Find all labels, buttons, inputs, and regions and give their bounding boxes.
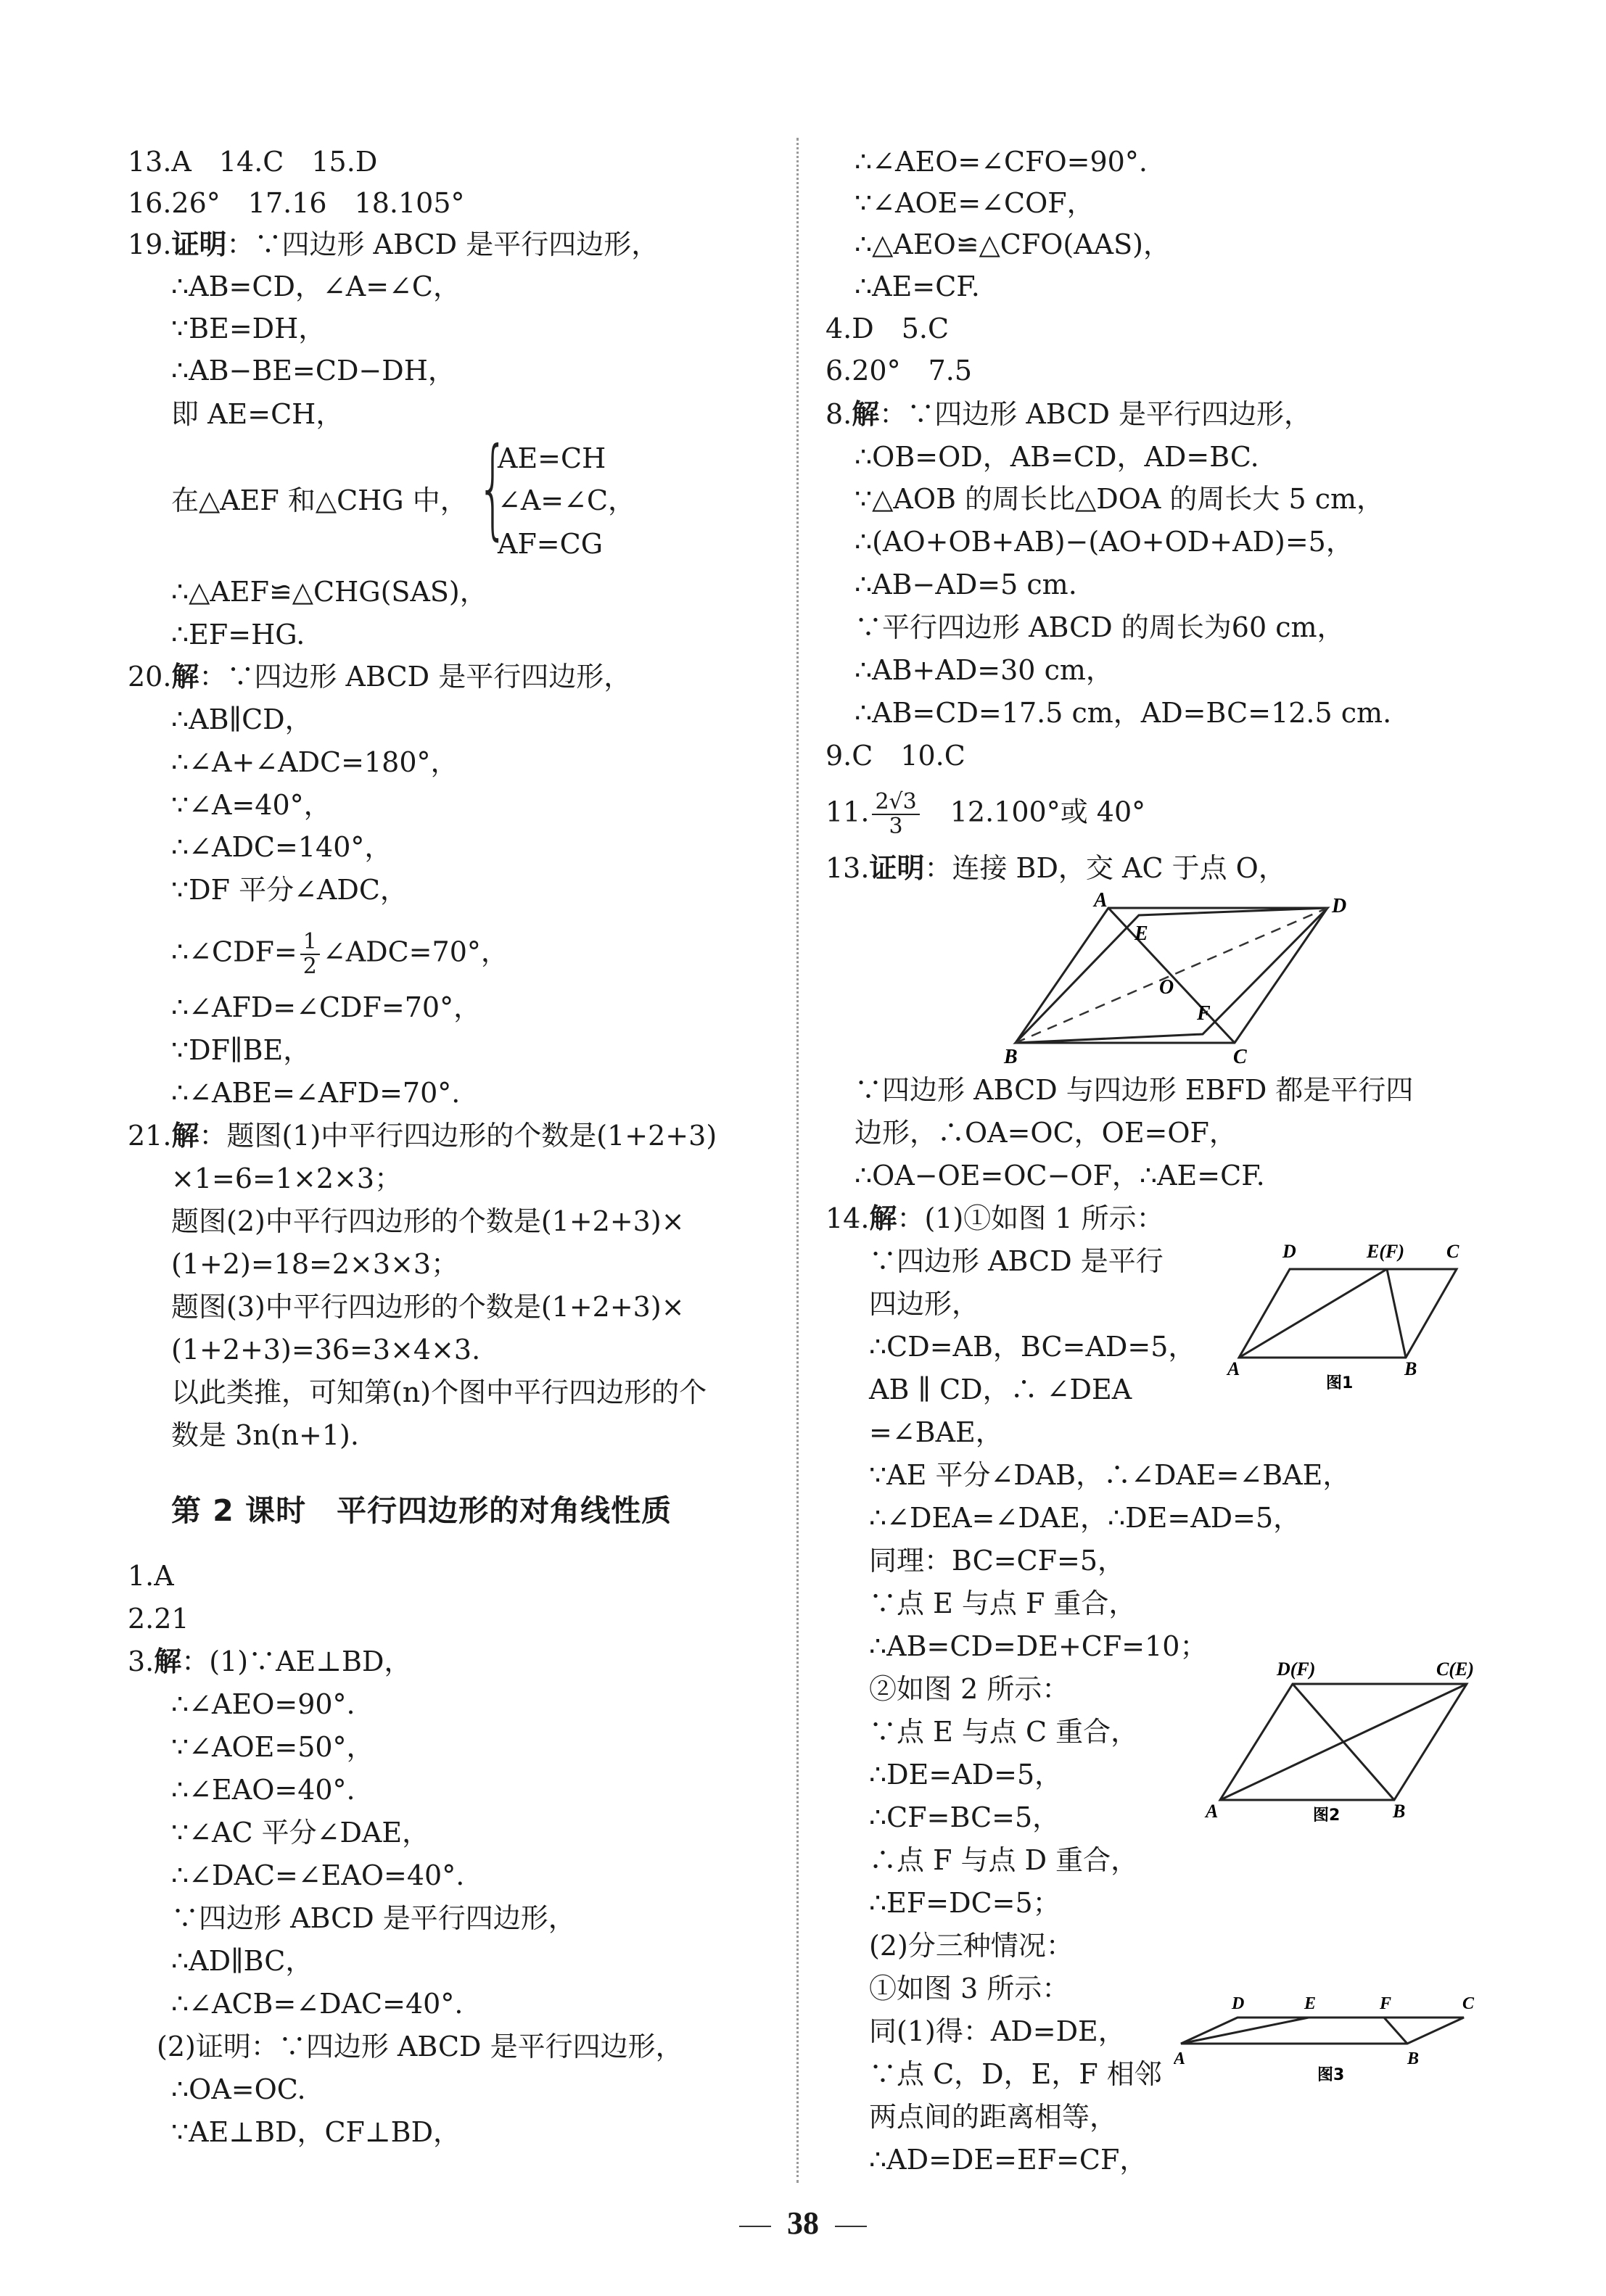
fig1-segment-ae [1239, 1269, 1387, 1358]
fig2-caption: 图2 [1313, 1806, 1341, 1825]
fig2-segment-db [1293, 1684, 1394, 1800]
fraction-denominator: 3 [889, 814, 903, 839]
q14-label: 解 [869, 1202, 897, 1234]
q14-wrap-line: =∠BAE， [869, 1416, 1003, 1448]
q14-wrap3-line: 两点间的距离相等， [869, 2101, 1118, 2133]
q14-line: ∵AE 平分∠DAB，∴∠DAE=∠BAE， [869, 1459, 1351, 1491]
fig3-segment-fb [1384, 2018, 1407, 2044]
proof-line: ∵∠AOE=∠COF， [855, 187, 1095, 219]
q3-first [128, 1643, 411, 1680]
q8-line: ∴AB−AD=5 cm. [855, 569, 1077, 600]
q3-first-text: ：(1)∵AE⊥BD， [181, 1645, 412, 1677]
q19-brace-line: AE=CH [498, 442, 606, 474]
q21-first [128, 1118, 717, 1154]
q21-line: 题图(3)中平行四边形的个数是(1+2+3)× [171, 1291, 685, 1323]
q19-line: 即 AE=CH， [171, 398, 344, 430]
q3-part2: (2)证明：∵四边形 ABCD 是平行四边形， [157, 2031, 683, 2062]
q19-label: 证明 [171, 228, 227, 260]
q14-wrap2-line: ②如图 2 所示： [869, 1673, 1070, 1705]
q14-line: 同理：BC=CF=5， [869, 1545, 1126, 1577]
q14-wrap2-line: ∴DE=AD=5， [869, 1759, 1063, 1791]
fig3-caption: 图3 [1317, 2066, 1345, 2084]
answer-line-9-10: 9.C 10.C [825, 740, 965, 772]
q20-first-text: ：∵四边形 ABCD 是平行四边形， [199, 661, 632, 693]
q14-wrap2-line: ∵点 E 与点 C 重合， [869, 1716, 1139, 1748]
q19-brace-intro: 在△AEF 和△CHG 中， [171, 484, 468, 516]
label-b: B [1004, 1046, 1018, 1066]
answer-line-16-18: 16.26° 17.16 18.105° [128, 187, 465, 219]
fig2-label-a: A [1206, 1801, 1219, 1822]
q12-text: 12.100°或 40° [922, 796, 1146, 828]
q20-line: ∵∠A=40°， [171, 789, 332, 821]
q3-line: ∴AD∥BC， [171, 1945, 313, 1977]
q21-number: 21. [128, 1120, 172, 1152]
fraction-two-root-three [872, 790, 919, 838]
q8-first-text: ：∵四边形 ABCD 是平行四边形， [879, 398, 1312, 430]
fraction-half [300, 930, 320, 978]
q3-line: ∵∠AOE=50°， [171, 1731, 374, 1763]
q14-line: ∴AB=CD=DE+CF=10； [869, 1630, 1208, 1662]
figure-3 [1174, 1986, 1486, 2094]
q14-wrap2-line: ∴EF=DC=5； [869, 1887, 1061, 1919]
q3-line: ∵∠AC 平分∠DAE， [171, 1817, 430, 1849]
answer-line-2: 2.21 [128, 1603, 189, 1635]
label-e: E [1135, 922, 1148, 945]
q3-label: 解 [154, 1645, 182, 1677]
fig3-label-c: C [1462, 1994, 1475, 2013]
q3-end-line: ∴OA=OC. [171, 2073, 306, 2105]
q20-number: 20. [128, 661, 172, 693]
label-f: F [1197, 1002, 1211, 1025]
q3-line: ∴∠EAO=40°. [171, 1774, 355, 1806]
q20-line: ∴∠ADC=140°， [171, 831, 392, 863]
q3-number: 3. [128, 1645, 155, 1677]
q14-wrap2-line: ①如图 3 所示： [869, 1973, 1070, 2004]
fig1-label-b: B [1404, 1358, 1417, 1379]
q8-line: ∴AB=CD=17.5 cm，AD=BC=12.5 cm. [855, 697, 1392, 729]
q19-number: 19. [128, 228, 172, 260]
answer-line-6-7: 6.20° 7.5 [825, 355, 973, 387]
fig2-label-b: B [1393, 1801, 1406, 1822]
section-title: 第 2 课时 平行四边形的对角线性质 [171, 1493, 672, 1528]
q19-line: ∵BE=DH， [171, 313, 326, 344]
q13-line: ∵四边形 ABCD 与四边形 EBFD 都是平行四 [855, 1074, 1414, 1106]
page-footer [0, 2205, 1606, 2242]
brace-symbol: { [477, 425, 508, 551]
q8-first [825, 396, 1311, 432]
q20-fraction-line [171, 930, 508, 978]
q13-parallelogram-figure [1001, 892, 1364, 1066]
fig3-parallelogram [1181, 2018, 1464, 2044]
fig3-label-f: F [1380, 1994, 1392, 2013]
label-c: C [1233, 1046, 1247, 1066]
q14-line: ∴∠DEA=∠DAE，∴DE=AD=5， [869, 1502, 1301, 1534]
q14-wrap-line: AB ∥ CD，∴ ∠DEA [869, 1374, 1132, 1405]
fig1-label-a: A [1227, 1358, 1240, 1379]
label-o: O [1159, 976, 1174, 999]
q3-line: ∴∠DAC=∠EAO=40°. [171, 1859, 465, 1891]
q8-line: ∵△AOB 的周长比△DOA 的周长大 5 cm， [855, 483, 1385, 515]
q20-first [128, 658, 631, 695]
footer-dash-right [835, 2226, 867, 2227]
q21-line: 数是 3n(n+1). [171, 1419, 359, 1451]
q21-line: 题图(2)中平行四边形的个数是(1+2+3)× [171, 1205, 685, 1237]
fig3-segment-ae [1181, 2018, 1309, 2044]
answer-line-4-5: 4.D 5.C [825, 313, 950, 344]
q14-wrap-line: ∵四边形 ABCD 是平行 [869, 1245, 1164, 1277]
label-a: A [1094, 892, 1108, 912]
q20-frac-pre: ∴∠CDF= [171, 936, 297, 968]
label-d: D [1332, 895, 1347, 917]
page-number: 38 [787, 2205, 819, 2241]
fig1-parallelogram [1239, 1269, 1457, 1358]
q14-wrap-line: 四边形， [869, 1288, 980, 1320]
q13-line: 边形，∴OA=OC，OE=OF， [855, 1117, 1237, 1149]
q3-line: ∴∠AEO=90°. [171, 1688, 355, 1720]
q14-line: ∵点 E 与点 F 重合， [869, 1587, 1137, 1619]
q14-wrap-line: ∴CD=AB，BC=AD=5， [869, 1331, 1196, 1363]
column-divider [796, 138, 799, 2183]
q8-line: ∴AB+AD=30 cm， [855, 654, 1113, 686]
footer-dash-left [739, 2226, 771, 2227]
q20-end-line: ∵DF∥BE， [171, 1034, 311, 1066]
q14-wrap3-line: ∴AD=DE=EF=CF， [869, 2144, 1148, 2176]
q20-frac-post: ∠ADC=70°， [322, 936, 508, 968]
fig1-label-c: C [1446, 1241, 1459, 1262]
q20-end-line: ∴∠AFD=∠CDF=70°， [171, 991, 482, 1023]
q20-line: ∴AB∥CD， [171, 703, 313, 735]
fig1-label-ef: E(F) [1367, 1241, 1404, 1262]
fig3-label-d: D [1232, 1994, 1245, 2013]
q14-wrap3-line: 同(1)得：AD=DE， [869, 2015, 1126, 2047]
answer-line-1: 1.A [128, 1560, 174, 1592]
fig1-segment-eb [1387, 1269, 1406, 1358]
q13-first-text: ：连接 BD，交 AC 于点 O， [924, 852, 1286, 884]
figure-2 [1204, 1653, 1480, 1849]
q14-wrap2-line: (2)分三种情况： [869, 1930, 1074, 1962]
fraction-numerator: 2√3 [872, 790, 919, 815]
fraction-numerator: 1 [300, 930, 320, 955]
fraction-denominator: 2 [302, 954, 317, 979]
q20-line: ∴∠A+∠ADC=180°， [171, 746, 458, 778]
fig3-label-a: A [1174, 2049, 1186, 2068]
q20-line: ∵DF 平分∠ADC， [171, 874, 408, 906]
q19-first-text: ：∵四边形 ABCD 是平行四边形， [226, 228, 659, 260]
q14-first [825, 1200, 1164, 1236]
q13-label: 证明 [869, 852, 925, 884]
q20-end-line: ∴∠ABE=∠AFD=70°. [171, 1077, 461, 1109]
q13-line: ∴OA−OE=OC−OF，∴AE=CF. [855, 1160, 1265, 1192]
q21-line: ×1=6=1×2×3； [171, 1163, 403, 1194]
q8-label: 解 [852, 398, 880, 430]
q21-first-text: ：题图(1)中平行四边形的个数是(1+2+3) [199, 1120, 717, 1152]
q19-line: ∴AB−BE=CD−DH， [171, 355, 456, 387]
q19-line: ∴AB=CD，∠A=∠C， [171, 271, 461, 302]
q19-end-line: ∴△AEF≌△CHG(SAS)， [171, 576, 487, 608]
q8-line: ∵平行四边形 ABCD 的周长为60 cm， [855, 611, 1345, 643]
diagonal-ac [1108, 908, 1235, 1043]
q3-line: ∵四边形 ABCD 是平行四边形， [171, 1902, 576, 1934]
fig1-label-d: D [1282, 1241, 1296, 1262]
q14-first-text: ：(1)①如图 1 所示： [897, 1202, 1164, 1234]
q8-number: 8. [825, 398, 852, 430]
q13-number: 13. [825, 852, 870, 884]
fig1-caption: 图1 [1326, 1374, 1354, 1392]
proof-line: ∴AE=CF. [855, 271, 980, 302]
proof-line: ∴△AEO≌△CFO(AAS)， [855, 228, 1171, 260]
fig3-label-b: B [1407, 2049, 1420, 2068]
figure-1 [1226, 1233, 1473, 1400]
q21-label: 解 [171, 1120, 199, 1152]
q14-wrap3-line: ∵点 C，D，E，F 相邻 [869, 2058, 1162, 2090]
q14-wrap2-line: ∴点 F 与点 D 重合， [869, 1844, 1139, 1876]
q3-line: ∴∠ACB=∠DAC=40°. [171, 1988, 464, 2020]
answer-line-13-15: 13.A 14.C 15.D [128, 146, 378, 178]
fig3-label-e: E [1304, 1994, 1317, 2013]
q8-line: ∴OB=OD，AB=CD，AD=BC. [855, 441, 1259, 473]
q14-wrap2-line: ∴CF=BC=5， [869, 1801, 1061, 1833]
q3-end-line: ∵AE⊥BD，CF⊥BD， [171, 2116, 461, 2148]
q14-number: 14. [825, 1202, 870, 1234]
answer-line-11-12 [825, 790, 1145, 838]
q21-line: 以此类推，可知第(n)个图中平行四边形的个 [171, 1376, 707, 1408]
q19-brace-line: ∠A=∠C， [498, 484, 636, 516]
q20-label: 解 [171, 661, 199, 693]
q13-first [825, 850, 1286, 886]
fig2-label-df: D(F) [1277, 1659, 1316, 1680]
q21-line: (1+2)=18=2×3×3； [171, 1248, 459, 1280]
q21-line: (1+2+3)=36=3×4×3. [171, 1334, 481, 1366]
q11-number: 11. [825, 796, 870, 828]
q19-end-line: ∴EF=HG. [171, 619, 305, 651]
proof-line: ∴∠AEO=∠CFO=90°. [855, 146, 1148, 178]
q8-line: ∴(AO+OB+AB)−(AO+OD+AD)=5， [855, 526, 1354, 558]
q19-first [128, 226, 659, 263]
fig2-label-ce: C(E) [1436, 1659, 1474, 1680]
q19-brace-line: AF=CG [498, 528, 604, 560]
